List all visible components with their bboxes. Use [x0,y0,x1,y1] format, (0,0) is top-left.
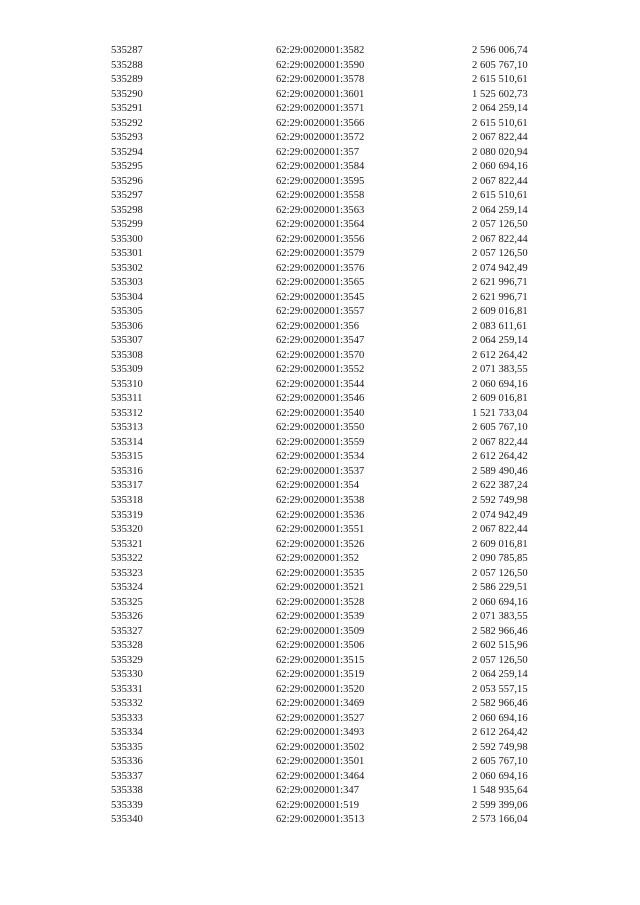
cadastral-number: 62:29:0020001:3572 [276,132,365,144]
cadastral-number: 62:29:0020001:3501 [276,756,365,768]
row-id: 535339 [111,799,143,811]
row-id: 535335 [111,741,143,753]
cadastral-number: 62:29:0020001:352 [276,553,359,565]
cadastral-number: 62:29:0020001:3578 [276,74,365,86]
cadastral-number: 62:29:0020001:3539 [276,611,365,623]
cadastral-value: 2 605 767,10 [472,756,528,768]
cadastral-value: 2 573 166,04 [472,814,528,826]
cadastral-number: 62:29:0020001:3537 [276,465,365,477]
row-id: 535303 [111,277,143,289]
cadastral-value: 2 615 510,61 [472,117,528,129]
cadastral-value: 2 080 020,94 [472,146,528,158]
row-id: 535312 [111,407,143,419]
table-row [0,523,640,538]
row-id: 535324 [111,582,143,594]
row-id: 535307 [111,335,143,347]
cadastral-value: 2 057 126,50 [472,654,528,666]
cadastral-number: 62:29:0020001:3570 [276,349,365,361]
table-row [0,639,640,654]
row-id: 535289 [111,74,143,86]
row-id: 535331 [111,683,143,695]
cadastral-number: 62:29:0020001:3564 [276,219,365,231]
cadastral-number: 62:29:0020001:3527 [276,712,365,724]
cadastral-number: 62:29:0020001:347 [276,785,359,797]
table-row [0,233,640,248]
row-id: 535320 [111,524,143,536]
cadastral-value: 2 064 259,14 [472,669,528,681]
cadastral-number: 62:29:0020001:3547 [276,335,365,347]
cadastral-number: 62:29:0020001:3538 [276,494,365,506]
row-id: 535323 [111,567,143,579]
table-row [0,334,640,349]
cadastral-number: 62:29:0020001:3509 [276,625,365,637]
table-row [0,755,640,770]
table-row [0,552,640,567]
table-row [0,131,640,146]
cadastral-value: 2 067 822,44 [472,132,528,144]
row-id: 535309 [111,364,143,376]
cadastral-value: 2 083 611,61 [472,320,528,332]
cadastral-value: 2 090 785,85 [472,553,528,565]
table-row [0,73,640,88]
row-id: 535329 [111,654,143,666]
row-id: 535313 [111,422,143,434]
table-row [0,436,640,451]
table-row [0,102,640,117]
cadastral-value: 2 605 767,10 [472,59,528,71]
table-row [0,538,640,553]
row-id: 535319 [111,509,143,521]
cadastral-value: 2 615 510,61 [472,74,528,86]
table-row [0,581,640,596]
table-row [0,625,640,640]
table-row [0,305,640,320]
row-id: 535290 [111,88,143,100]
row-id: 535333 [111,712,143,724]
row-id: 535296 [111,175,143,187]
table-row [0,741,640,756]
table-row [0,567,640,582]
cadastral-number: 62:29:0020001:3521 [276,582,365,594]
cadastral-value: 2 071 383,55 [472,611,528,623]
cadastral-value: 2 057 126,50 [472,567,528,579]
cadastral-value: 2 589 490,46 [472,465,528,477]
cadastral-number: 62:29:0020001:3469 [276,698,365,710]
row-id: 535300 [111,233,143,245]
row-id: 535304 [111,291,143,303]
cadastral-number: 62:29:0020001:3526 [276,538,365,550]
table-row [0,697,640,712]
cadastral-value: 2 599 399,06 [472,799,528,811]
table-row [0,799,640,814]
row-id: 535326 [111,611,143,623]
table-row [0,291,640,306]
row-id: 535299 [111,219,143,231]
cadastral-value: 2 067 822,44 [472,524,528,536]
cadastral-value: 2 609 016,81 [472,393,528,405]
table-row [0,509,640,524]
row-id: 535294 [111,146,143,158]
row-id: 535321 [111,538,143,550]
cadastral-number: 62:29:0020001:3550 [276,422,365,434]
cadastral-value: 1 548 935,64 [472,785,528,797]
table-row [0,247,640,262]
row-id: 535334 [111,727,143,739]
table-row [0,712,640,727]
row-id: 535314 [111,436,143,448]
row-id: 535302 [111,262,143,274]
row-id: 535322 [111,553,143,565]
cadastral-value: 2 582 966,46 [472,698,528,710]
table-row [0,160,640,175]
cadastral-number: 62:29:0020001:3513 [276,814,365,826]
row-id: 535318 [111,494,143,506]
cadastral-value: 2 612 264,42 [472,727,528,739]
cadastral-value: 1 525 602,73 [472,88,528,100]
table-row [0,189,640,204]
cadastral-number: 62:29:0020001:3551 [276,524,365,536]
row-id: 535325 [111,596,143,608]
table-row [0,146,640,161]
table-row [0,813,640,828]
cadastral-value: 2 586 229,51 [472,582,528,594]
cadastral-number: 62:29:0020001:357 [276,146,359,158]
table-row [0,88,640,103]
row-id: 535297 [111,190,143,202]
cadastral-number: 62:29:0020001:3540 [276,407,365,419]
cadastral-value: 2 060 694,16 [472,712,528,724]
table-row [0,175,640,190]
cadastral-value: 2 064 259,14 [472,335,528,347]
table-row [0,479,640,494]
cadastral-number: 62:29:0020001:3566 [276,117,365,129]
row-id: 535288 [111,59,143,71]
cadastral-value: 2 612 264,42 [472,349,528,361]
cadastral-number: 62:29:0020001:3536 [276,509,365,521]
cadastral-number: 62:29:0020001:3552 [276,364,365,376]
table-row [0,596,640,611]
cadastral-value: 2 067 822,44 [472,175,528,187]
cadastral-value: 2 074 942,49 [472,262,528,274]
cadastral-number: 62:29:0020001:3519 [276,669,365,681]
row-id: 535316 [111,465,143,477]
cadastral-number: 62:29:0020001:3546 [276,393,365,405]
table-row [0,610,640,625]
table-row [0,59,640,74]
table-row [0,262,640,277]
cadastral-value: 2 609 016,81 [472,538,528,550]
cadastral-value: 2 582 966,46 [472,625,528,637]
cadastral-value: 2 060 694,16 [472,161,528,173]
cadastral-number: 62:29:0020001:3535 [276,567,365,579]
row-id: 535311 [111,393,143,405]
cadastral-number: 62:29:0020001:3579 [276,248,365,260]
cadastral-number: 62:29:0020001:3502 [276,741,365,753]
cadastral-number: 62:29:0020001:3563 [276,204,365,216]
table-row [0,465,640,480]
table-row [0,218,640,233]
cadastral-value: 2 621 996,71 [472,291,528,303]
row-id: 535292 [111,117,143,129]
cadastral-number: 62:29:0020001:3557 [276,306,365,318]
table-row [0,654,640,669]
row-id: 535337 [111,770,143,782]
row-id: 535332 [111,698,143,710]
cadastral-value: 2 074 942,49 [472,509,528,521]
cadastral-number: 62:29:0020001:519 [276,799,359,811]
row-id: 535317 [111,480,143,492]
row-id: 535315 [111,451,143,463]
row-id: 535338 [111,785,143,797]
row-id: 535305 [111,306,143,318]
cadastral-number: 62:29:0020001:3493 [276,727,365,739]
row-id: 535301 [111,248,143,260]
table-row [0,683,640,698]
row-id: 535308 [111,349,143,361]
row-id: 535328 [111,640,143,652]
cadastral-value: 2 605 767,10 [472,422,528,434]
row-id: 535293 [111,132,143,144]
table-row [0,392,640,407]
cadastral-number: 62:29:0020001:3545 [276,291,365,303]
cadastral-value: 2 622 387,24 [472,480,528,492]
cadastral-number: 62:29:0020001:3544 [276,378,365,390]
table-row [0,494,640,509]
cadastral-number: 62:29:0020001:356 [276,320,359,332]
table-row [0,363,640,378]
cadastral-number: 62:29:0020001:3565 [276,277,365,289]
cadastral-number: 62:29:0020001:3556 [276,233,365,245]
row-id: 535306 [111,320,143,332]
table-row [0,421,640,436]
cadastral-number: 62:29:0020001:3582 [276,45,365,56]
cadastral-value: 2 602 515,96 [472,640,528,652]
cadastral-value: 2 612 264,42 [472,451,528,463]
cadastral-value: 2 064 259,14 [472,204,528,216]
cadastral-value: 2 060 694,16 [472,770,528,782]
cadastral-value: 2 053 557,15 [472,683,528,695]
cadastral-value: 2 609 016,81 [472,306,528,318]
cadastral-number: 62:29:0020001:3515 [276,654,365,666]
table-row [0,276,640,291]
cadastral-value: 2 071 383,55 [472,364,528,376]
table-row [0,44,640,59]
cadastral-number: 62:29:0020001:3590 [276,59,365,71]
row-id: 535330 [111,669,143,681]
table-row [0,117,640,132]
cadastral-number: 62:29:0020001:3571 [276,103,365,115]
table-row [0,668,640,683]
cadastral-value: 2 057 126,50 [472,219,528,231]
row-id: 535336 [111,756,143,768]
cadastral-value: 2 060 694,16 [472,378,528,390]
cadastral-value: 2 064 259,14 [472,103,528,115]
cadastral-number: 62:29:0020001:3520 [276,683,365,695]
cadastral-value: 2 621 996,71 [472,277,528,289]
cadastral-value: 2 067 822,44 [472,233,528,245]
cadastral-number: 62:29:0020001:354 [276,480,359,492]
cadastral-number: 62:29:0020001:3464 [276,770,365,782]
table-row [0,784,640,799]
cadastral-number: 62:29:0020001:3558 [276,190,365,202]
cadastral-number: 62:29:0020001:3584 [276,161,365,173]
row-id: 535291 [111,103,143,115]
row-id: 535310 [111,378,143,390]
cadastral-number: 62:29:0020001:3528 [276,596,365,608]
cadastral-value: 2 592 749,98 [472,494,528,506]
table-row [0,320,640,335]
cadastral-number: 62:29:0020001:3534 [276,451,365,463]
cadastral-value: 2 060 694,16 [472,596,528,608]
cadastral-value: 2 596 006,74 [472,45,528,56]
table-row [0,450,640,465]
cadastral-number: 62:29:0020001:3595 [276,175,365,187]
cadastral-value: 2 615 510,61 [472,190,528,202]
table-row [0,770,640,785]
data-table [0,44,640,828]
table-row [0,378,640,393]
cadastral-value: 2 057 126,50 [472,248,528,260]
cadastral-number: 62:29:0020001:3506 [276,640,365,652]
cadastral-number: 62:29:0020001:3601 [276,88,365,100]
table-row [0,726,640,741]
row-id: 535295 [111,161,143,173]
cadastral-value: 2 067 822,44 [472,436,528,448]
table-row [0,407,640,422]
cadastral-number: 62:29:0020001:3559 [276,436,365,448]
row-id: 535327 [111,625,143,637]
row-id: 535340 [111,814,143,826]
row-id: 535298 [111,204,143,216]
cadastral-value: 1 521 733,04 [472,407,528,419]
table-row [0,204,640,219]
table-row [0,349,640,364]
cadastral-value: 2 592 749,98 [472,741,528,753]
cadastral-number: 62:29:0020001:3576 [276,262,365,274]
row-id: 535287 [111,45,143,56]
